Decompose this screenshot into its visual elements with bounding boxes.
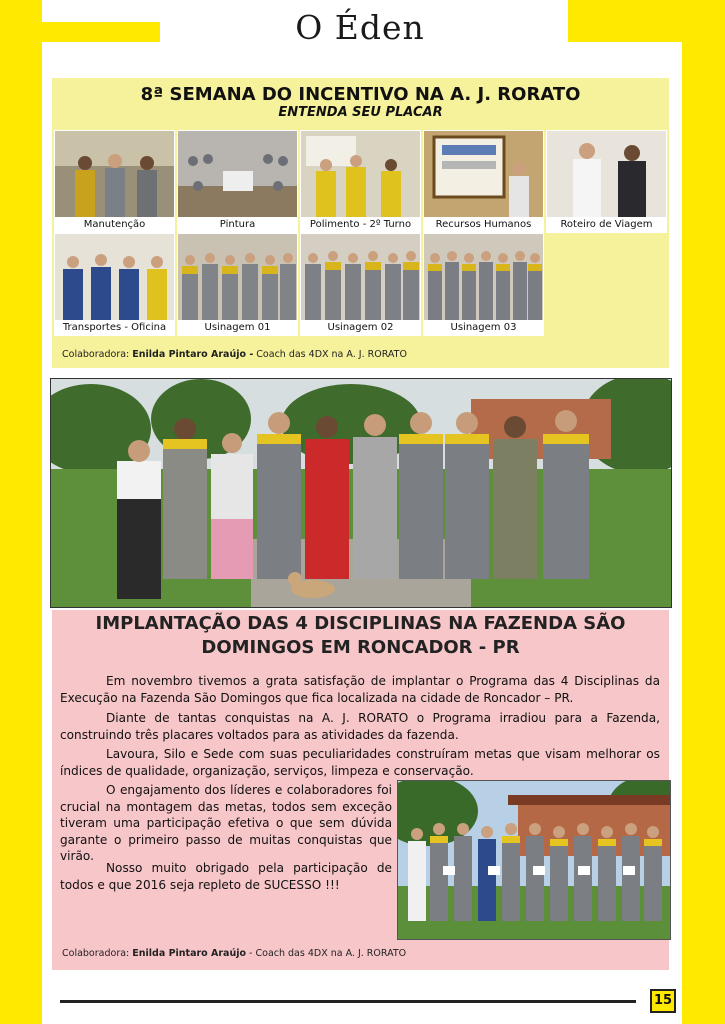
photo-caption: Recursos Humanos bbox=[423, 217, 544, 233]
photo-caption: Usinagem 02 bbox=[300, 320, 421, 336]
corner-accent bbox=[42, 22, 160, 42]
credit-name: Enilda Pintaro Araújo - bbox=[132, 349, 254, 360]
footer-rule bbox=[60, 1000, 636, 1003]
photo-tile bbox=[177, 130, 298, 233]
credit-name: Enilda Pintaro Araújo bbox=[132, 948, 247, 959]
group-photo bbox=[55, 234, 174, 320]
photo-caption: Transportes - Oficina bbox=[54, 320, 175, 336]
photo-tile bbox=[177, 233, 298, 336]
photo-tile bbox=[423, 233, 544, 336]
photo-tile bbox=[300, 233, 421, 336]
group-photo bbox=[178, 131, 297, 217]
article-credit bbox=[62, 948, 406, 959]
photo-caption: Roteiro de Viagem bbox=[546, 217, 667, 233]
incentive-title: 8ª SEMANA DO INCENTIVO NA A. J. RORATO bbox=[140, 84, 581, 105]
article-title-line: DOMINGOS EM RONCADOR - PR bbox=[201, 637, 520, 658]
paragraph: Lavoura, Silo e Sede com suas peculiaridades construíram metas que visam melhorar os índices de qualidade, organização, serviços, limpeza e conservação. bbox=[60, 747, 660, 778]
incentive-credit bbox=[62, 349, 407, 360]
credit-label: Colaboradora: bbox=[62, 948, 130, 959]
group-photo bbox=[547, 131, 666, 217]
photo-caption: Usinagem 01 bbox=[177, 320, 298, 336]
group-photo bbox=[301, 234, 420, 320]
credit-role: - Coach das 4DX na A. J. RORATO bbox=[249, 948, 407, 959]
group-photo bbox=[301, 131, 420, 217]
article-title bbox=[52, 612, 669, 660]
credit-role: Coach das 4DX na A. J. RORATO bbox=[256, 349, 407, 360]
group-photo bbox=[178, 234, 297, 320]
photo-caption: Manutenção bbox=[54, 217, 175, 233]
photo-caption: Pintura bbox=[177, 217, 298, 233]
paragraph: Em novembro tivemos a grata satisfação de implantar o Programa das 4 Disciplinas da Execução na Fazenda São Domingos que fica localizada na cidade de Roncador – PR. bbox=[60, 674, 660, 705]
corner-accent bbox=[568, 0, 682, 42]
page-number: 15 bbox=[650, 989, 676, 1013]
paragraph: Nosso muito obrigado pela participação de todos e que 2016 seja repleto de SUCESSO !!! bbox=[60, 861, 392, 892]
incentive-section bbox=[52, 78, 669, 368]
credit-label: Colaboradora: bbox=[62, 349, 130, 360]
photo-tile bbox=[546, 130, 667, 233]
magazine-title: O Éden bbox=[295, 8, 425, 47]
farm-team-photo bbox=[397, 780, 671, 940]
photo-tile bbox=[300, 130, 421, 233]
article-title-line: IMPLANTAÇÃO DAS 4 DISCIPLINAS NA FAZENDA SÃO bbox=[95, 613, 626, 634]
farm-group-photo bbox=[50, 378, 672, 608]
paragraph: O engajamento dos líderes e colaboradores foi crucial na montagem das metas, todos sem exceção tiveram uma participação efetiva o que sem dúvida garante o primeiro passo de muitas conquistas que virão. bbox=[60, 783, 392, 863]
photo-tile bbox=[423, 130, 544, 233]
photo-tile bbox=[54, 233, 175, 336]
incentive-subtitle: ENTENDA SEU PLACAR bbox=[278, 105, 443, 120]
paragraph: Diante de tantas conquistas na A. J. RORATO o Programa irradiou para a Fazenda, construindo três placares voltados para as atividades da fazenda. bbox=[60, 711, 660, 742]
article-section bbox=[52, 610, 669, 970]
group-photo bbox=[424, 234, 543, 320]
group-photo bbox=[55, 131, 174, 217]
photo-caption: Polimento - 2º Turno bbox=[300, 217, 421, 233]
photo-tile bbox=[54, 130, 175, 233]
group-photo bbox=[424, 131, 543, 217]
photo-caption: Usinagem 03 bbox=[423, 320, 544, 336]
